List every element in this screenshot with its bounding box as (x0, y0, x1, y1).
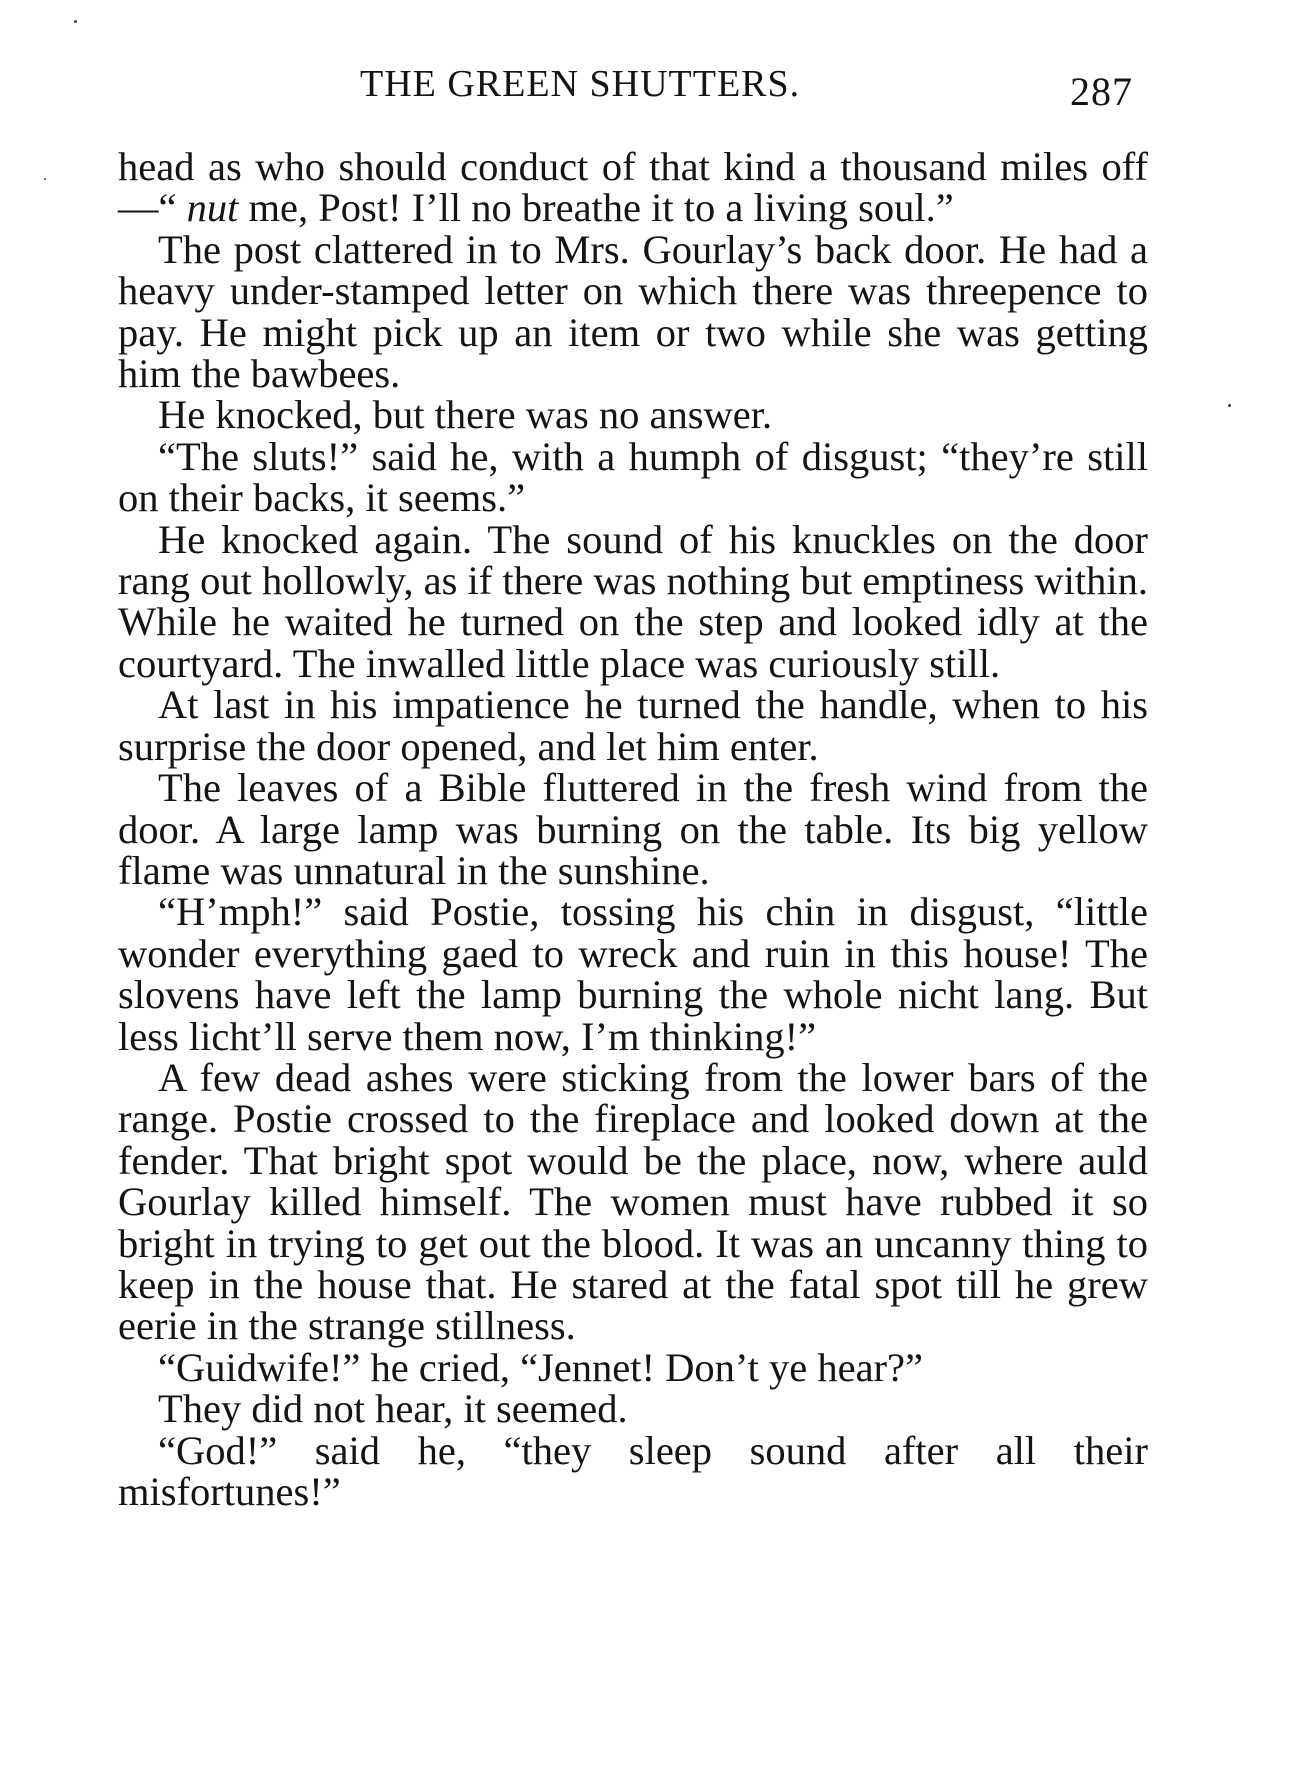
paragraph: He knocked again. The sound of his knuckles on the door rang out hollowly, as if there was nothing but emptiness within. While he waited he turned on the step and looked idly at the courtyard. The inwalled little place was curiously still. (118, 516, 1148, 686)
paragraph: “The sluts!” said he, with a humph of disgust; “they’re still on their backs, it seems.” (118, 433, 1148, 521)
paragraph: “H’mph!” said Postie, tossing his chin in disgust, “little wonder everything gaed to wreck and ruin in this house! The slovens have left the lamp burning the whole nicht lang. But less licht’ll serve them now, I’m thinking!” (118, 889, 1148, 1059)
paragraph: The leaves of a Bible fluttered in the fresh wind from the door. A large lamp was burning on the table. Its big yellow flame was unnatural in the sunshine. (118, 765, 1148, 893)
paragraph-text: me, Post! I’ll no breathe it to a living soul.” (238, 185, 954, 231)
paragraph: “God!” said he, “they sleep sound after all their misfortunes!” (118, 1427, 1148, 1514)
paragraph: They did not hear, it seemed. (158, 1386, 628, 1432)
scan-speck (44, 178, 46, 180)
italic-word: nut (186, 185, 239, 231)
scan-speck (1228, 404, 1231, 407)
scan-speck (74, 20, 77, 23)
paragraph: A few dead ashes were sticking from the lower bars of the range. Postie crossed to the fireplace and looked down at the fender. That bright spot would be the place, now, where auld Gourlay killed himself. The women must have rubbed it so bright in trying to get out the blood. It was an uncanny thing to keep in the house that. He stared at the fatal spot till he grew eerie in the strange stillness. (118, 1054, 1148, 1349)
body-text (118, 146, 1148, 1512)
paragraph: At last in his impatience he turned the handle, when to his surprise the door opened, and let him enter. (118, 682, 1148, 769)
paragraph: He knocked, but there was no answer. (158, 392, 773, 438)
paragraph: “Guidwife!” he cried, “Jennet! Don’t ye hear?” (158, 1344, 923, 1390)
page-number: 287 (1070, 69, 1133, 114)
paragraph: The post clattered in to Mrs. Gourlay’s back door. He had a heavy under-stamped letter on which there was threepence to pay. He might pick up an item or two while she was getting him the bawbees. (118, 226, 1148, 397)
paragraph (118, 146, 1148, 229)
running-title: THE GREEN SHUTTERS. (360, 63, 801, 105)
page-header (360, 62, 1160, 122)
paragraph-text: head as who should conduct of that kind a thousand miles off—“ (118, 144, 1148, 231)
